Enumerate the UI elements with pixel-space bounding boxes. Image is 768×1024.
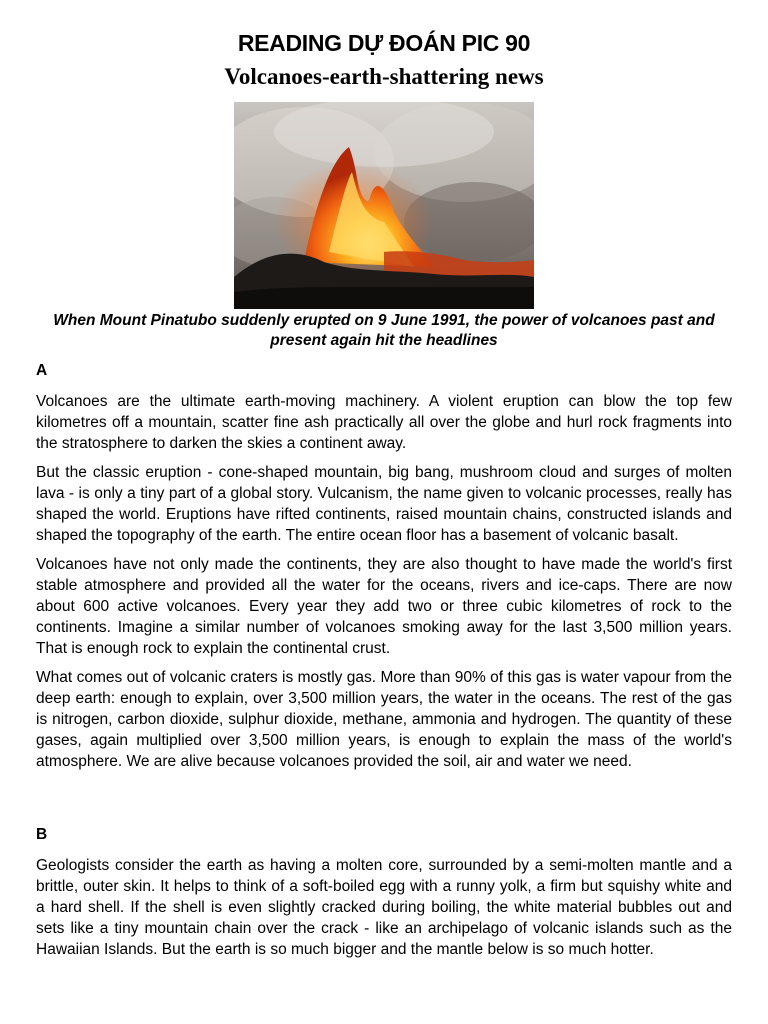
section-b-body [36,855,732,968]
volcano-eruption-photo [234,102,534,309]
paragraph: Volcanoes are the ultimate earth-moving machinery. A violent eruption can blow the top few kilometres off a mountain, scatter fine ash practically all over the globe and hurl rock fragments into the stratosphere to darken the skies a continent away. [36,393,732,452]
section-heading-a: A [36,362,48,379]
article-title: Volcanoes-earth-shattering news [224,64,544,89]
paragraph: Geologists consider the earth as having a molten core, surrounded by a semi-molten mantle and a brittle, outer skin. It helps to think of a soft-boiled egg with a runny yolk, a firm but squishy white and a hard shell. If the shell is even slightly cracked during boiling, the white material bubbles out and sets like a tiny mountain chain over the crack - like an archipelago of volcanic islands such as the Hawaiian Islands. But the earth is so much bigger and the mantle below is so much hotter. [36,857,732,958]
photo-caption: When Mount Pinatubo suddenly erupted on 9 June 1991, the power of volcanoes past and present again hit the headlines [53,312,715,349]
section-heading-b: B [36,826,48,843]
section-a-body [36,391,732,780]
paragraph: What comes out of volcanic craters is mostly gas. More than 90% of this gas is water vapour from the deep earth: enough to explain, over 3,500 million years, the water in the oceans. The rest of the gas is nitrogen, carbon dioxide, sulphur dioxide, methane, ammonia and hydrogen. The quantity of these gases, again multiplied over 3,500 million years, is enough to explain the mass of the world's atmosphere. We are alive because volcanoes provided the soil, air and water we need. [36,669,732,770]
page-title: READING DỰ ĐOÁN PIC 90 [237,30,531,56]
paragraph: But the classic eruption - cone-shaped mountain, big bang, mushroom cloud and surges of molten lava - is only a tiny part of a global story. Vulcanism, the name given to volcanic processes, really has shaped the world. Eruptions have rifted continents, raised mountain chains, constructed islands and shaped the topography of the earth. The entire ocean floor has a basement of volcanic basalt. [36,464,732,544]
paragraph: Volcanoes have not only made the continents, they are also thought to have made the world's first stable atmosphere and provided all the water for the oceans, rivers and ice-caps. There are now about 600 active volcanoes. Every year they add two or three cubic kilometres of rock to the continents. Imagine a similar number of volcanoes smoking away for the last 3,500 million years. That is enough rock to explain the continental crust. [36,556,732,657]
